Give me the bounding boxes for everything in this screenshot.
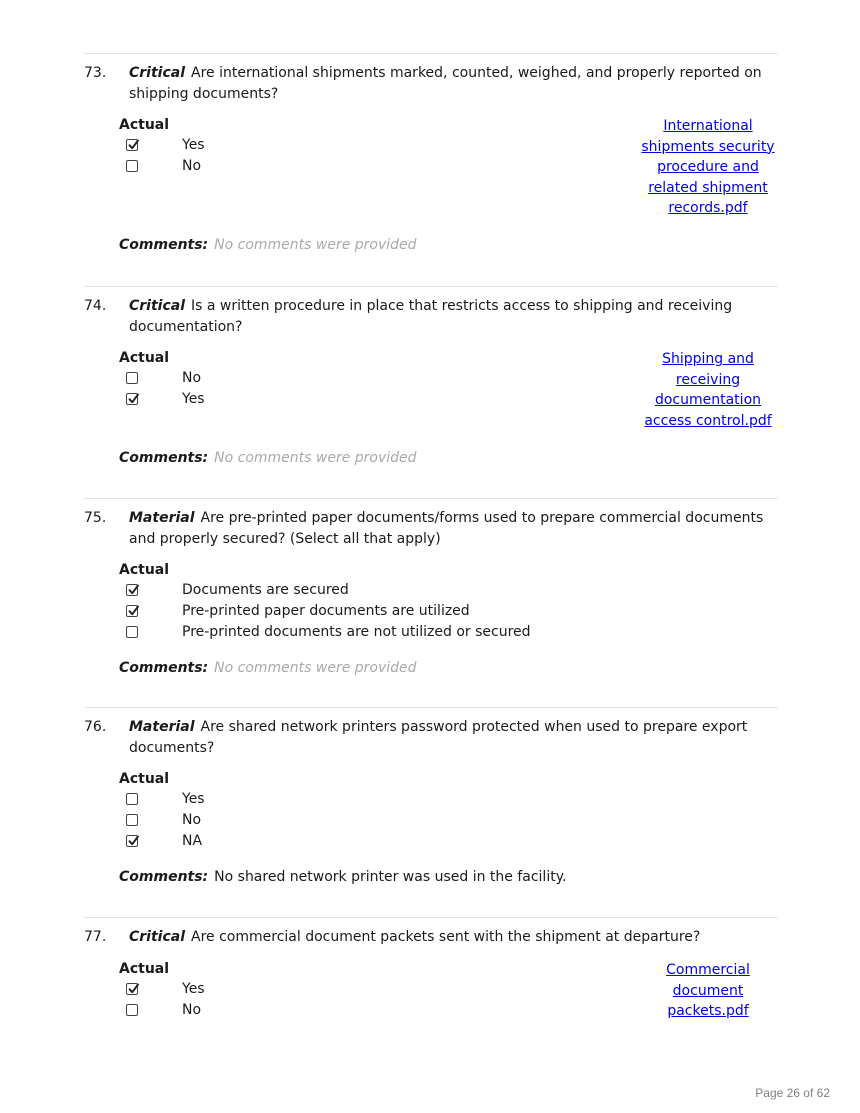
question-number: 75. [84,510,107,526]
answer-options [84,789,778,851]
comments-text: No comments were provided [214,449,417,466]
question-body: Are commercial document packets sent with the shipment at departure? [191,929,701,945]
criticality-level: Material [129,719,195,735]
option-label: Pre-printed paper documents are utilized [182,603,470,620]
option-label: No [182,158,202,175]
comments-row [119,658,778,678]
answer-option [126,580,778,601]
answer-option [126,831,778,852]
criticality-level: Critical [129,298,186,314]
comments-text: No comments were provided [214,236,417,253]
criticality-level: Material [129,510,195,526]
comments-row [119,448,778,468]
option-label: NA [182,832,203,849]
question-text [129,63,778,104]
comments-label: Comments: [119,660,209,677]
divider [84,917,778,918]
checkbox-unchecked[interactable] [126,793,138,805]
comments-label: Comments: [119,236,209,253]
question-75 [84,498,778,678]
answer-option [126,810,778,831]
actual-label: Actual [119,771,170,787]
checkbox-checked[interactable] [126,835,138,847]
divider [84,707,778,708]
divider [84,498,778,499]
checkmark-icon [128,605,140,617]
question-body: Are shared network printers password protected when used to prepare export documents? [129,719,748,756]
attachment-link[interactable]: Commercial document packets.pdf [666,962,750,1020]
question-number: 74. [84,298,107,314]
actual-label: Actual [119,960,170,977]
question-77 [84,917,778,1020]
question-number: 73. [84,65,107,81]
checkbox-checked[interactable] [126,605,138,617]
comments-row [119,867,778,887]
actual-label: Actual [119,562,170,578]
checkmark-icon [128,983,140,995]
checkmark-icon [128,835,140,847]
option-label: No [182,370,202,387]
option-label: Yes [182,391,205,408]
option-label: No [182,1001,202,1018]
checkbox-unchecked[interactable] [126,626,138,638]
attachment-link[interactable]: International shipments security procedure and related shipment records.pdf [641,118,775,217]
page-number: Page 26 of 62 [755,1086,830,1100]
checkmark-icon [128,584,140,596]
criticality-level: Critical [129,929,186,945]
comments-label: Comments: [119,449,209,466]
comments-text: No comments were provided [214,660,417,677]
answer-option [126,601,778,622]
question-73 [84,53,778,255]
checkbox-unchecked[interactable] [126,1004,138,1016]
answer-option [126,622,778,643]
divider [84,286,778,287]
question-text [129,927,778,948]
checkbox-checked[interactable] [126,584,138,596]
attachment-link[interactable]: Shipping and receiving documentation access control.pdf [644,351,772,429]
option-label: No [182,812,202,829]
question-text [129,717,778,758]
checkbox-unchecked[interactable] [126,372,138,384]
answer-option [126,789,778,810]
question-body: Are pre-printed paper documents/forms used to prepare commercial documents and properly secured? (Select all that apply) [129,510,764,547]
option-label: Yes [182,791,205,808]
question-74 [84,286,778,468]
checkbox-unchecked[interactable] [126,160,138,172]
actual-label: Actual [119,350,170,366]
option-label: Pre-printed documents are not utilized or secured [182,623,531,640]
checkmark-icon [128,393,140,405]
checkbox-checked[interactable] [126,983,138,995]
answer-options [84,580,778,642]
question-76 [84,707,778,887]
question-number: 77. [84,929,107,945]
comments-label: Comments: [119,869,209,886]
actual-label: Actual [119,117,170,133]
question-body: Are international shipments marked, counted, weighed, and properly reported on shipping documents? [129,65,762,102]
option-label: Documents are secured [182,582,349,599]
divider [84,53,778,54]
checkmark-icon [128,139,140,151]
question-text [129,296,778,337]
comments-text: No shared network printer was used in the facility. [214,869,567,886]
comments-row [119,235,778,255]
checkbox-unchecked[interactable] [126,814,138,826]
question-body: Is a written procedure in place that restricts access to shipping and receiving documentation? [129,298,733,335]
question-number: 76. [84,719,107,735]
criticality-level: Critical [129,65,186,81]
checkbox-checked[interactable] [126,393,138,405]
option-label: Yes [182,137,205,154]
option-label: Yes [182,980,205,997]
checkbox-checked[interactable] [126,139,138,151]
question-text [129,508,778,549]
